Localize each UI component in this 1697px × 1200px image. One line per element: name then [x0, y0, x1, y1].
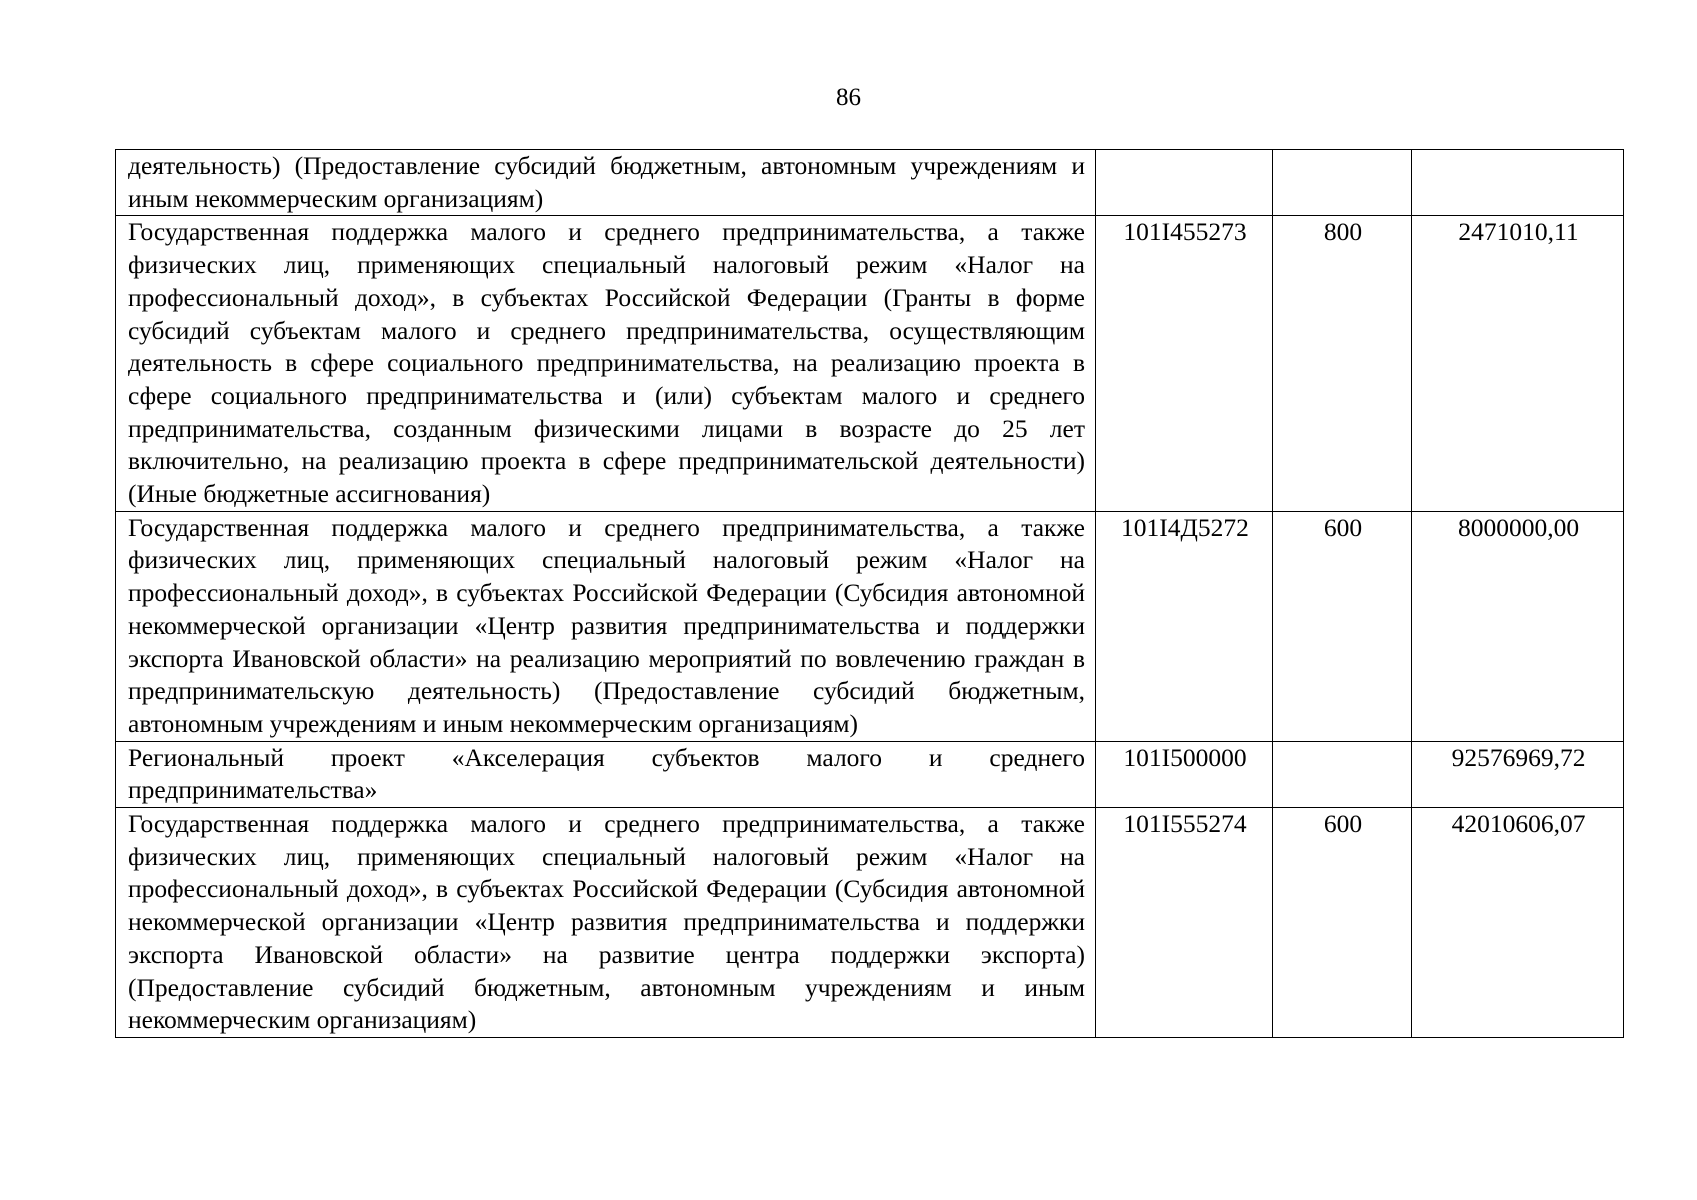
row-amount: 8000000,00	[1412, 511, 1624, 741]
row-target-code	[1096, 150, 1273, 216]
row-description: деятельность) (Предоставление субсидий бюджетным, автономным учреждениям и иным некоммерческим организациям)	[116, 150, 1096, 216]
budget-table	[115, 149, 1624, 1038]
row-target-code: 101I500000	[1096, 741, 1273, 807]
row-amount: 42010606,07	[1412, 808, 1624, 1038]
row-expense-type: 600	[1273, 511, 1412, 741]
row-expense-type	[1273, 150, 1412, 216]
row-amount: 92576969,72	[1412, 741, 1624, 807]
row-target-code: 101I4Д5272	[1096, 511, 1273, 741]
table-row	[116, 216, 1624, 511]
row-expense-type: 600	[1273, 808, 1412, 1038]
table-row	[116, 511, 1624, 741]
table-row	[116, 741, 1624, 807]
page-number: 86	[836, 84, 861, 111]
row-target-code: 101I455273	[1096, 216, 1273, 511]
table-row	[116, 808, 1624, 1038]
table-row	[116, 150, 1624, 216]
row-description: Государственная поддержка малого и среднего предпринимательства, а также физических лиц, применяющих специальный налоговый режим «Налог на профессиональный доход», в субъектах Российской Федерации (Субсидия автономной некоммерческой организации «Центр развития предпринимательства и поддержки экспорта Ивановской области» на реализацию мероприятий по вовлечению граждан в предпринимательскую деятельность) (Предоставление субсидий бюджетным, автономным учреждениям и иным некоммерческим организациям)	[116, 511, 1096, 741]
row-target-code: 101I555274	[1096, 808, 1273, 1038]
row-expense-type	[1273, 741, 1412, 807]
row-expense-type: 800	[1273, 216, 1412, 511]
row-amount	[1412, 150, 1624, 216]
row-description: Региональный проект «Акселерация субъектов малого и среднего предпринимательства»	[116, 741, 1096, 807]
row-amount: 2471010,11	[1412, 216, 1624, 511]
row-description: Государственная поддержка малого и среднего предпринимательства, а также физических лиц, применяющих специальный налоговый режим «Налог на профессиональный доход», в субъектах Российской Федерации (Гранты в форме субсидий субъектам малого и среднего предпринимательства, осуществляющим деятельность в сфере социального предпринимательства, на реализацию проекта в сфере социального предпринимательства и (или) субъектам малого и среднего предпринимательства, созданным физическими лицами в возрасте до 25 лет включительно, на реализацию проекта в сфере предпринимательской деятельности) (Иные бюджетные ассигнования)	[116, 216, 1096, 511]
row-description: Государственная поддержка малого и среднего предпринимательства, а также физических лиц, применяющих специальный налоговый режим «Налог на профессиональный доход», в субъектах Российской Федерации (Субсидия автономной некоммерческой организации «Центр развития предпринимательства и поддержки экспорта Ивановской области» на развитие центра поддержки экспорта) (Предоставление субсидий бюджетным, автономным учреждениям и иным некоммерческим организациям)	[116, 808, 1096, 1038]
